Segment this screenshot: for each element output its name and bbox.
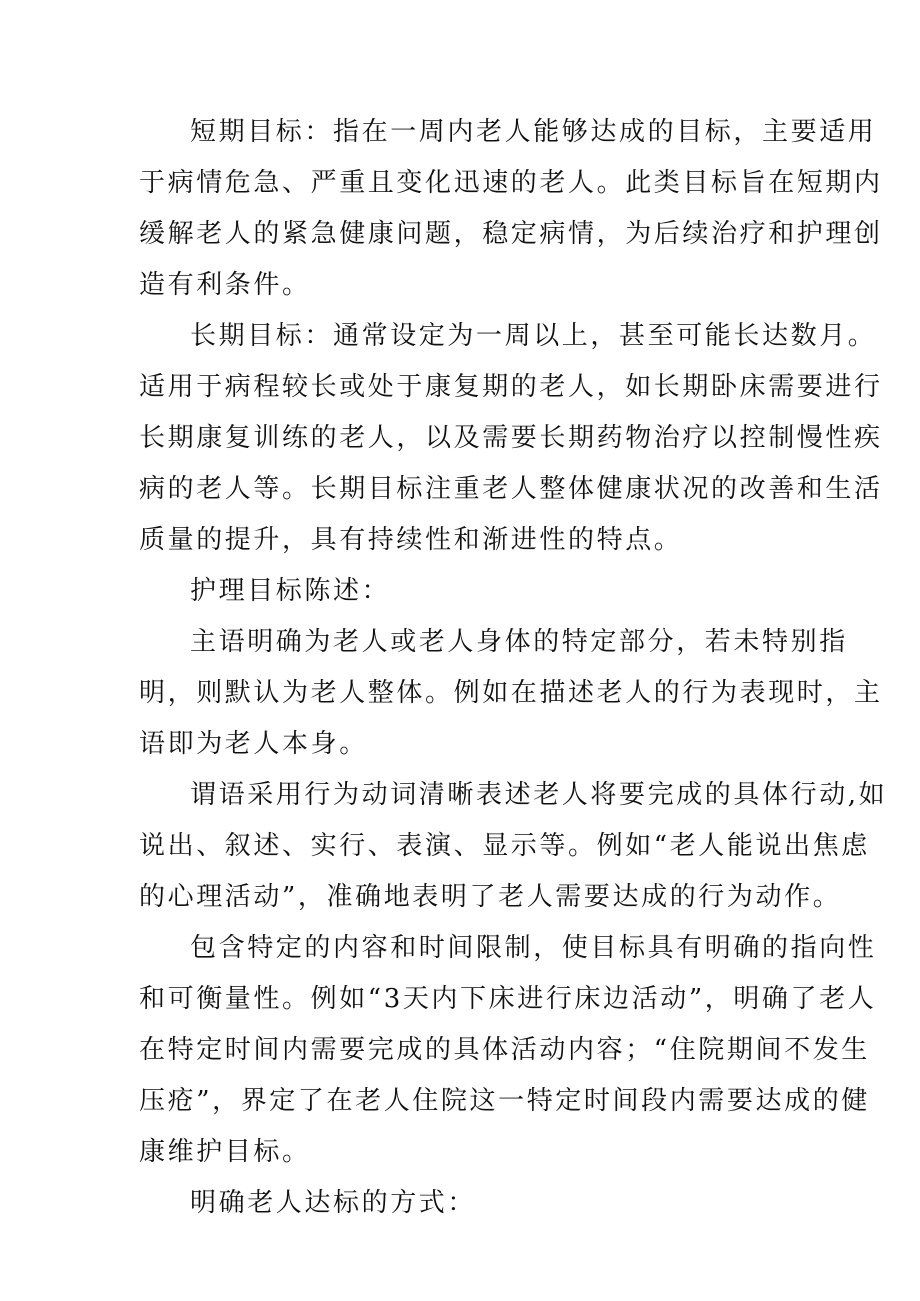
paragraph-4-line-1: 主语明确为老人或老人身体的特定部分，若未特别指 xyxy=(190,627,848,657)
paragraph-2-line-5: 质量的提升，具有持续性和渐进性的特点。 xyxy=(139,525,683,555)
paragraph-6-line-1: 包含特定的内容和时间限制，使目标具有明确的指向性 xyxy=(190,933,877,963)
paragraph-5-line-1: 谓语采用行为动词清晰表述老人将要完成的具体行动,如 xyxy=(190,780,888,810)
paragraph-5-line-2: 说出、叙述、实行、表演、显示等。例如“老人能说出焦虑 xyxy=(139,831,870,861)
paragraph-7-line-1: 明确老人达标的方式： xyxy=(190,1188,477,1218)
paragraph-2-line-4: 病的老人等。长期目标注重老人整体健康状况的改善和生活 xyxy=(139,474,883,504)
paragraph-5-line-3: 的心理活动”，准确地表明了老人需要达成的行为动作。 xyxy=(139,882,842,912)
paragraph-4-line-3: 语即为老人本身。 xyxy=(139,729,368,759)
paragraph-4-line-2: 明，则默认为老人整体。例如在描述老人的行为表现时，主 xyxy=(139,678,883,708)
paragraph-1-line-1: 短期目标：指在一周内老人能够达成的目标，主要适用 xyxy=(190,117,877,147)
paragraph-6-line-4: 压疮”，界定了在老人住院这一特定时间段内需要达成的健 xyxy=(139,1086,870,1116)
paragraph-2-line-2: 适用于病程较长或处于康复期的老人，如长期卧床需要进行 xyxy=(139,372,883,402)
paragraph-1-line-4: 造有利条件。 xyxy=(139,270,311,300)
paragraph-6-line-5: 康维护目标。 xyxy=(139,1137,311,1167)
paragraph-3-line-1: 护理目标陈述： xyxy=(190,576,391,606)
paragraph-2-line-3: 长期康复训练的老人，以及需要长期药物治疗以控制慢性疾 xyxy=(139,423,883,453)
paragraph-1-line-2: 于病情危急、严重且变化迅速的老人。此类目标旨在短期内 xyxy=(139,168,883,198)
paragraph-6-line-2: 和可衡量性。例如“3天内下床进行床边活动”，明确了老人 xyxy=(139,984,877,1014)
paragraph-1-line-3: 缓解老人的紧急健康问题，稳定病情，为后续治疗和护理创 xyxy=(139,219,883,249)
paragraph-6-line-3: 在特定时间内需要完成的具体活动内容；“住院期间不发生 xyxy=(139,1035,870,1065)
paragraph-2-line-1: 长期目标：通常设定为一周以上，甚至可能长达数月。 xyxy=(190,321,877,351)
